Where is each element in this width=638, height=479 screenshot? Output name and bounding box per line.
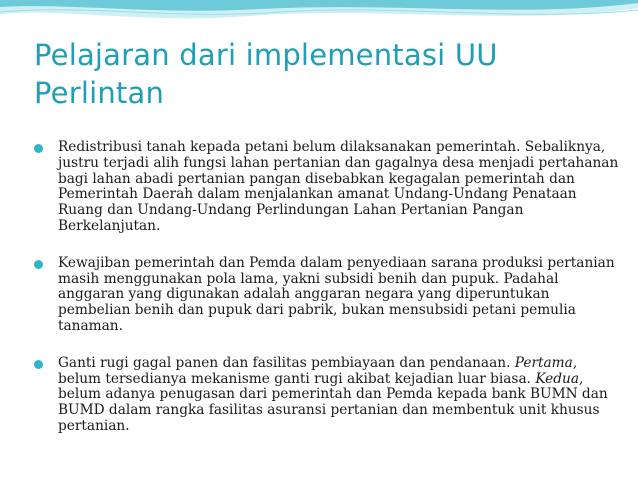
bullet-text-italic: Pertama bbox=[514, 354, 573, 371]
bullet-text-run: Redistribusi tanah kepada petani belum dilaksanakan pemerintah. Sebaliknya, justru terjadi alih fungsi lahan pertanian dan gagalnya desa menjadi pertahanan bagi lahan abadi pertanian pangan disebabkan kegagalan pemerintah dan Pemerintah Daerah dalam menjalankan amanat Undang-Undang Penataan Ruang dan Undang-Undang Perlindungan Lahan Pertanian Pangan Berkelanjutan. bbox=[58, 139, 619, 234]
bullet-text bbox=[58, 356, 624, 435]
bullet-dot-icon bbox=[34, 260, 43, 269]
header-wave-decoration bbox=[0, 0, 638, 40]
bullet-dot-icon bbox=[34, 144, 43, 153]
bullet-text-italic: Kedua bbox=[535, 370, 580, 387]
bullet-text bbox=[58, 140, 624, 235]
bullet-list bbox=[34, 140, 624, 456]
bullet-dot-icon bbox=[34, 360, 43, 369]
bullet-text-run: , belum adanya penugasan dari pemerintah dan Pemda kepada bank BUMN dan BUMD dalam rangka fasilitas asuransi pertanian dan membentuk unit khusus pertanian. bbox=[58, 370, 608, 434]
slide-title: Pelajaran dari implementasi UU Perlintan bbox=[34, 38, 498, 110]
bullet-text-run: Ganti rugi gagal panen dan fasilitas pembiayaan dan pendanaan. bbox=[58, 354, 515, 371]
bullet-text-run: , belum tersedianya mekanisme ganti rugi akibat kejadian luar biasa. bbox=[58, 354, 578, 387]
bullet-item bbox=[34, 356, 624, 435]
bullet-text-run: Kewajiban pemerintah dan Pemda dalam penyediaan sarana produksi pertanian masih menggunakan pola lama, yakni subsidi benih dan pupuk. Padahal anggaran yang digunakan adalah anggaran negara yang diperuntukan pembelian benih dan pupuk dari pabrik, bukan mensubsidi petani pemulia tanaman. bbox=[58, 254, 615, 334]
bullet-item bbox=[34, 256, 624, 335]
bullet-item bbox=[34, 140, 624, 235]
bullet-text bbox=[58, 256, 624, 335]
